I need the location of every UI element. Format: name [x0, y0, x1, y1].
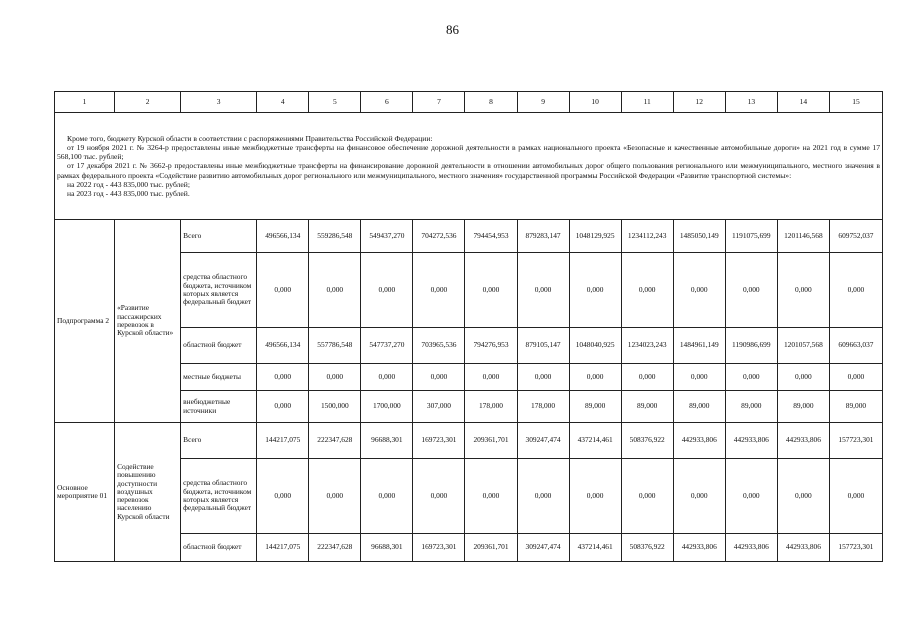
- amount-cell: 794276,953: [465, 328, 517, 364]
- note-line: на 2023 год - 443 835,000 тыс. рублей.: [67, 189, 190, 199]
- page-number: 86: [446, 22, 459, 37]
- amount-cell: 157723,301: [829, 423, 882, 459]
- amount-cell: 1500,000: [309, 391, 361, 423]
- amount-cell: 0,000: [725, 459, 777, 534]
- funding-source-cell: местные бюджеты: [181, 364, 257, 391]
- amount-cell: 0,000: [413, 459, 465, 534]
- amount-cell: 1234023,243: [621, 328, 673, 364]
- amount-cell: 309247,474: [517, 423, 569, 459]
- amount-cell: 0,000: [777, 364, 829, 391]
- amount-cell: 0,000: [673, 253, 725, 328]
- amount-cell: 209361,701: [465, 423, 517, 459]
- column-number: 6: [361, 92, 413, 113]
- column-number: 1: [55, 92, 115, 113]
- amount-cell: 496566,134: [257, 328, 309, 364]
- amount-cell: 0,000: [465, 364, 517, 391]
- column-number: 3: [181, 92, 257, 113]
- amount-cell: 1191075,699: [725, 220, 777, 253]
- amount-cell: 0,000: [777, 253, 829, 328]
- amount-cell: 0,000: [309, 364, 361, 391]
- amount-cell: 0,000: [673, 364, 725, 391]
- amount-cell: 609752,037: [829, 220, 882, 253]
- amount-cell: 0,000: [309, 459, 361, 534]
- table-row: [55, 423, 883, 459]
- budget-table: [54, 91, 883, 562]
- column-number: 12: [673, 92, 725, 113]
- amount-cell: 178,000: [465, 391, 517, 423]
- amount-cell: 609663,037: [829, 328, 882, 364]
- amount-cell: 0,000: [517, 364, 569, 391]
- funding-source-cell: средства областного бюджета, источником которых является федеральный бюджет: [181, 459, 257, 534]
- amount-cell: 442933,806: [777, 423, 829, 459]
- amount-cell: 0,000: [621, 459, 673, 534]
- amount-cell: 0,000: [413, 364, 465, 391]
- amount-cell: 0,000: [829, 364, 882, 391]
- amount-cell: 0,000: [361, 253, 413, 328]
- column-number: 10: [569, 92, 621, 113]
- amount-cell: 89,000: [777, 391, 829, 423]
- amount-cell: 96688,301: [361, 534, 413, 562]
- column-number: 13: [725, 92, 777, 113]
- column-number-row: [55, 92, 883, 113]
- amount-cell: 0,000: [465, 459, 517, 534]
- amount-cell: 1484961,149: [673, 328, 725, 364]
- funding-source-cell: Всего: [181, 220, 257, 253]
- amount-cell: 96688,301: [361, 423, 413, 459]
- amount-cell: 0,000: [829, 459, 882, 534]
- amount-cell: 442933,806: [777, 534, 829, 562]
- amount-cell: 144217,075: [257, 534, 309, 562]
- amount-cell: 1201146,568: [777, 220, 829, 253]
- amount-cell: 0,000: [621, 253, 673, 328]
- amount-cell: 169723,301: [413, 423, 465, 459]
- amount-cell: 0,000: [517, 459, 569, 534]
- column-number: 7: [413, 92, 465, 113]
- amount-cell: 496566,134: [257, 220, 309, 253]
- amount-cell: 0,000: [725, 253, 777, 328]
- amount-cell: 222347,628: [309, 423, 361, 459]
- amount-cell: 309247,474: [517, 534, 569, 562]
- amount-cell: 1201057,568: [777, 328, 829, 364]
- program-name-cell: Содействие повышению доступности воздушных перевозок населению Курской области: [115, 423, 181, 562]
- funding-source-cell: Всего: [181, 423, 257, 459]
- column-number: 9: [517, 92, 569, 113]
- amount-cell: 879105,147: [517, 328, 569, 364]
- amount-cell: 1234112,243: [621, 220, 673, 253]
- amount-cell: 1700,000: [361, 391, 413, 423]
- amount-cell: 704272,536: [413, 220, 465, 253]
- amount-cell: 442933,806: [673, 423, 725, 459]
- table-row: [55, 220, 883, 253]
- amount-cell: 157723,301: [829, 534, 882, 562]
- amount-cell: 1048129,925: [569, 220, 621, 253]
- amount-cell: 0,000: [465, 253, 517, 328]
- amount-cell: 0,000: [309, 253, 361, 328]
- funding-note: [55, 113, 883, 220]
- amount-cell: 0,000: [361, 364, 413, 391]
- amount-cell: 0,000: [257, 459, 309, 534]
- amount-cell: 222347,628: [309, 534, 361, 562]
- amount-cell: 547737,270: [361, 328, 413, 364]
- amount-cell: 1485050,149: [673, 220, 725, 253]
- amount-cell: 0,000: [517, 253, 569, 328]
- program-code-cell: Основное мероприятие 01: [55, 423, 115, 562]
- note-line: Кроме того, бюджету Курской области в соответствии с распоряжениями Правительства Российской Федерации:: [67, 133, 433, 143]
- amount-cell: 0,000: [569, 459, 621, 534]
- column-number: 11: [621, 92, 673, 113]
- amount-cell: 549437,270: [361, 220, 413, 253]
- funding-source-cell: областной бюджет: [181, 534, 257, 562]
- amount-cell: 169723,301: [413, 534, 465, 562]
- amount-cell: 508376,922: [621, 534, 673, 562]
- column-number: 8: [465, 92, 517, 113]
- amount-cell: 794454,953: [465, 220, 517, 253]
- amount-cell: 89,000: [621, 391, 673, 423]
- amount-cell: 703965,536: [413, 328, 465, 364]
- amount-cell: 442933,806: [725, 534, 777, 562]
- program-code-cell: Подпрограмма 2: [55, 220, 115, 423]
- note-row: [55, 113, 883, 220]
- amount-cell: 1190986,699: [725, 328, 777, 364]
- amount-cell: 144217,075: [257, 423, 309, 459]
- amount-cell: 0,000: [569, 253, 621, 328]
- amount-cell: 437214,461: [569, 423, 621, 459]
- amount-cell: 442933,806: [673, 534, 725, 562]
- amount-cell: 0,000: [621, 364, 673, 391]
- note-line: на 2022 год - 443 835,000 тыс. рублей;: [67, 179, 190, 189]
- amount-cell: 0,000: [829, 253, 882, 328]
- amount-cell: 442933,806: [725, 423, 777, 459]
- amount-cell: 0,000: [725, 364, 777, 391]
- amount-cell: 89,000: [725, 391, 777, 423]
- amount-cell: 89,000: [829, 391, 882, 423]
- amount-cell: 209361,701: [465, 534, 517, 562]
- funding-source-cell: средства областного бюджета, источником которых является федеральный бюджет: [181, 253, 257, 328]
- amount-cell: 0,000: [361, 459, 413, 534]
- amount-cell: 0,000: [413, 253, 465, 328]
- amount-cell: 559286,548: [309, 220, 361, 253]
- amount-cell: 879283,147: [517, 220, 569, 253]
- amount-cell: 0,000: [569, 364, 621, 391]
- amount-cell: 508376,922: [621, 423, 673, 459]
- funding-source-cell: внебюджетные источники: [181, 391, 257, 423]
- amount-cell: 0,000: [257, 253, 309, 328]
- column-number: 2: [115, 92, 181, 113]
- column-number: 4: [257, 92, 309, 113]
- note-line: от 17 декабря 2021 г. № 3662-р предоставлены иные межбюджетные трансферты на финансирование дорожной деятельности в отношении автомобильных дорог общего пользования регионального или межмуниципального, местного значения в рамках федерального проекта «Содействие развитию автомобильных дорог регионального или межмуниципального, местного значения» государственной программы Российской Федерации «Развитие транспортной системы»:: [57, 161, 880, 180]
- amount-cell: 89,000: [569, 391, 621, 423]
- amount-cell: 0,000: [257, 391, 309, 423]
- note-line: от 19 ноября 2021 г. № 3264-р предоставлены иные межбюджетные трансферты на финансовое обеспечение дорожной деятельности в рамках национального проекта «Безопасные и качественные автомобильные дороги» на 2021 год в сумме 17 568,100 тыс. рублей;: [57, 142, 880, 162]
- column-number: 14: [777, 92, 829, 113]
- column-number: 5: [309, 92, 361, 113]
- amount-cell: 1048040,925: [569, 328, 621, 364]
- amount-cell: 178,000: [517, 391, 569, 423]
- funding-source-cell: областной бюджет: [181, 328, 257, 364]
- amount-cell: 0,000: [257, 364, 309, 391]
- column-number: 15: [829, 92, 882, 113]
- amount-cell: 437214,461: [569, 534, 621, 562]
- amount-cell: 0,000: [673, 459, 725, 534]
- program-name-cell: «Развитие пассажирских перевозок в Курской области»: [115, 220, 181, 423]
- amount-cell: 307,000: [413, 391, 465, 423]
- amount-cell: 89,000: [673, 391, 725, 423]
- amount-cell: 0,000: [777, 459, 829, 534]
- amount-cell: 557786,548: [309, 328, 361, 364]
